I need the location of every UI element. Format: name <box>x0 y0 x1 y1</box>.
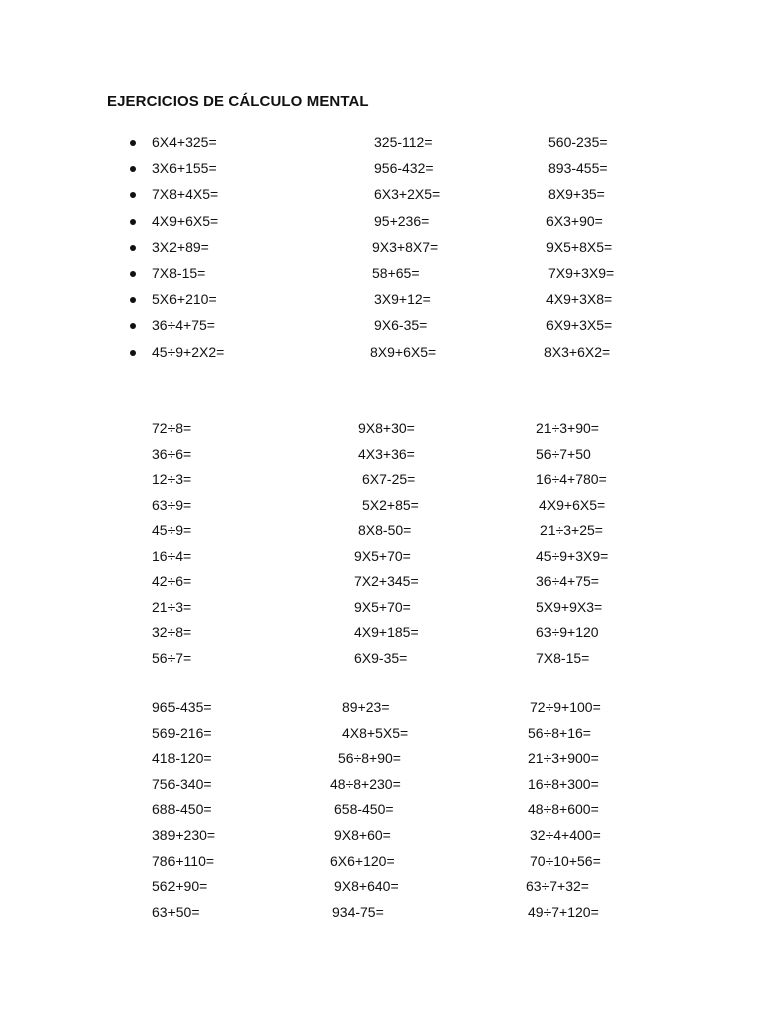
exercise-row <box>0 697 768 723</box>
exercise-item: 965-435= <box>152 699 212 715</box>
exercise-item: 21÷3= <box>152 598 192 615</box>
exercise-item: 5X2+85= <box>362 496 419 513</box>
exercise-item: 756-340= <box>152 775 212 792</box>
exercise-item: 4X9+6X5= <box>152 212 219 229</box>
exercise-row <box>0 469 768 495</box>
exercise-item: 4X3+36= <box>358 445 415 462</box>
bullet-icon <box>130 192 136 198</box>
exercise-item: 7X8-15= <box>152 265 206 281</box>
exercise-row <box>0 597 768 623</box>
exercise-item: 9X5+70= <box>354 598 411 615</box>
bullet-icon <box>130 219 136 225</box>
exercise-item: 3X2+89= <box>152 238 209 255</box>
exercise-item: 389+230= <box>152 827 216 843</box>
exercise-row <box>0 876 768 902</box>
exercise-item: 49÷7+120= <box>528 903 599 920</box>
exercise-item: 7X8+4X5= <box>152 186 219 203</box>
exercise-item: 4X8+5X5= <box>342 724 409 741</box>
exercise-row <box>0 622 768 648</box>
exercise-item: 8X9+35= <box>548 186 605 203</box>
exercise-row <box>0 237 768 263</box>
exercise-item: 56÷8+90= <box>338 750 401 767</box>
exercise-item: 45÷9= <box>152 522 192 538</box>
exercise-item: 56÷8+16= <box>528 724 591 741</box>
exercise-item: 325-112= <box>374 134 433 150</box>
exercise-item: 8X3+6X2= <box>544 343 611 360</box>
page-title: EJERCICIOS DE CÁLCULO MENTAL <box>107 93 369 110</box>
exercise-item: 9X5+8X5= <box>546 238 613 255</box>
exercise-item: 4X9+185= <box>354 624 419 640</box>
exercise-item: 63÷9+120 <box>536 624 599 640</box>
exercise-item: 63÷9= <box>152 496 192 513</box>
exercise-item: 8X8-50= <box>358 522 412 538</box>
exercise-item: 418-120= <box>152 750 212 767</box>
exercise-item: 893-455= <box>548 160 608 177</box>
exercise-item: 5X9+9X3= <box>536 598 603 615</box>
exercise-item: 21÷3+90= <box>536 420 599 436</box>
exercise-item: 36÷4+75= <box>536 573 599 589</box>
exercise-item: 45÷9+2X2= <box>152 343 225 360</box>
exercise-item: 7X2+345= <box>354 573 419 589</box>
exercise-item: 9X6-35= <box>374 317 428 334</box>
exercise-item: 956-432= <box>374 160 434 177</box>
exercise-row <box>0 648 768 674</box>
exercise-row <box>0 825 768 851</box>
exercise-row <box>0 546 768 572</box>
exercise-item: 6X9+3X5= <box>546 317 613 334</box>
exercise-row <box>0 315 768 341</box>
bullet-icon <box>130 245 136 251</box>
exercise-item: 16÷4+780= <box>536 471 607 487</box>
exercise-row <box>0 342 768 368</box>
exercise-item: 934-75= <box>332 903 384 920</box>
exercise-item: 16÷4= <box>152 547 192 564</box>
exercise-item: 12÷3= <box>152 471 192 487</box>
exercise-item: 5X6+210= <box>152 291 217 308</box>
exercise-item: 21÷3+900= <box>528 750 599 767</box>
exercise-item: 3X6+155= <box>152 160 217 177</box>
bullet-icon <box>130 323 136 329</box>
exercise-row <box>0 799 768 825</box>
exercise-row <box>0 851 768 877</box>
exercise-row <box>0 211 768 237</box>
exercise-item: 63÷7+32= <box>526 878 589 895</box>
exercise-item: 6X7-25= <box>362 471 416 487</box>
exercise-row <box>0 723 768 749</box>
exercise-item: 786+110= <box>152 852 215 869</box>
exercise-item: 9X5+70= <box>354 547 411 564</box>
exercise-item: 42÷6= <box>152 573 192 589</box>
exercise-item: 70÷10+56= <box>530 852 601 869</box>
exercise-item: 7X9+3X9= <box>548 265 615 281</box>
exercise-item: 560-235= <box>548 134 608 150</box>
exercise-item: 36÷4+75= <box>152 317 215 334</box>
exercise-row <box>0 289 768 315</box>
exercise-row <box>0 418 768 444</box>
bullet-icon <box>130 166 136 172</box>
exercise-item: 3X9+12= <box>374 291 431 308</box>
exercise-item: 89+23= <box>342 699 390 715</box>
exercise-item: 6X6+120= <box>330 852 395 869</box>
exercise-row <box>0 748 768 774</box>
exercise-row <box>0 495 768 521</box>
exercise-item: 56÷7+50 <box>536 445 591 462</box>
exercise-item: 9X8+60= <box>334 827 391 843</box>
bullet-icon <box>130 271 136 277</box>
exercise-item: 6X3+2X5= <box>374 186 441 203</box>
exercise-item: 63+50= <box>152 903 200 920</box>
exercise-item: 4X9+3X8= <box>546 291 613 308</box>
exercise-item: 9X8+30= <box>358 420 415 436</box>
exercise-item: 9X8+640= <box>334 878 399 895</box>
exercise-row <box>0 902 768 928</box>
exercise-item: 569-216= <box>152 724 212 741</box>
exercise-row <box>0 132 768 158</box>
bullet-icon <box>130 350 136 356</box>
exercise-item: 6X4+325= <box>152 134 217 150</box>
exercise-item: 45÷9+3X9= <box>536 547 609 564</box>
exercise-item: 36÷6= <box>152 445 192 462</box>
exercise-item: 6X3+90= <box>546 212 603 229</box>
exercise-row <box>0 158 768 184</box>
exercise-item: 48÷8+230= <box>330 775 401 792</box>
exercise-item: 56÷7= <box>152 649 192 666</box>
exercise-row <box>0 571 768 597</box>
exercise-item: 658-450= <box>334 801 394 818</box>
exercise-item: 32÷4+400= <box>530 827 601 843</box>
exercise-row <box>0 520 768 546</box>
exercise-row <box>0 263 768 289</box>
exercise-row <box>0 444 768 470</box>
exercise-item: 688-450= <box>152 801 212 818</box>
bullet-icon <box>130 297 136 303</box>
exercise-item: 21÷3+25= <box>540 522 603 538</box>
exercise-item: 48÷8+600= <box>528 801 599 818</box>
exercise-item: 562+90= <box>152 878 208 895</box>
exercise-item: 6X9-35= <box>354 649 408 666</box>
exercise-item: 7X8-15= <box>536 649 590 666</box>
exercise-item: 8X9+6X5= <box>370 343 437 360</box>
exercise-item: 72÷8= <box>152 420 192 436</box>
exercise-item: 4X9+6X5= <box>539 496 606 513</box>
exercise-item: 32÷8= <box>152 624 192 640</box>
exercise-item: 16÷8+300= <box>528 775 599 792</box>
exercise-item: 9X3+8X7= <box>372 238 439 255</box>
exercise-item: 95+236= <box>374 212 430 229</box>
exercise-row <box>0 774 768 800</box>
exercise-item: 58+65= <box>372 265 420 281</box>
bullet-icon <box>130 140 136 146</box>
exercise-item: 72÷9+100= <box>530 699 601 715</box>
exercise-row <box>0 184 768 210</box>
